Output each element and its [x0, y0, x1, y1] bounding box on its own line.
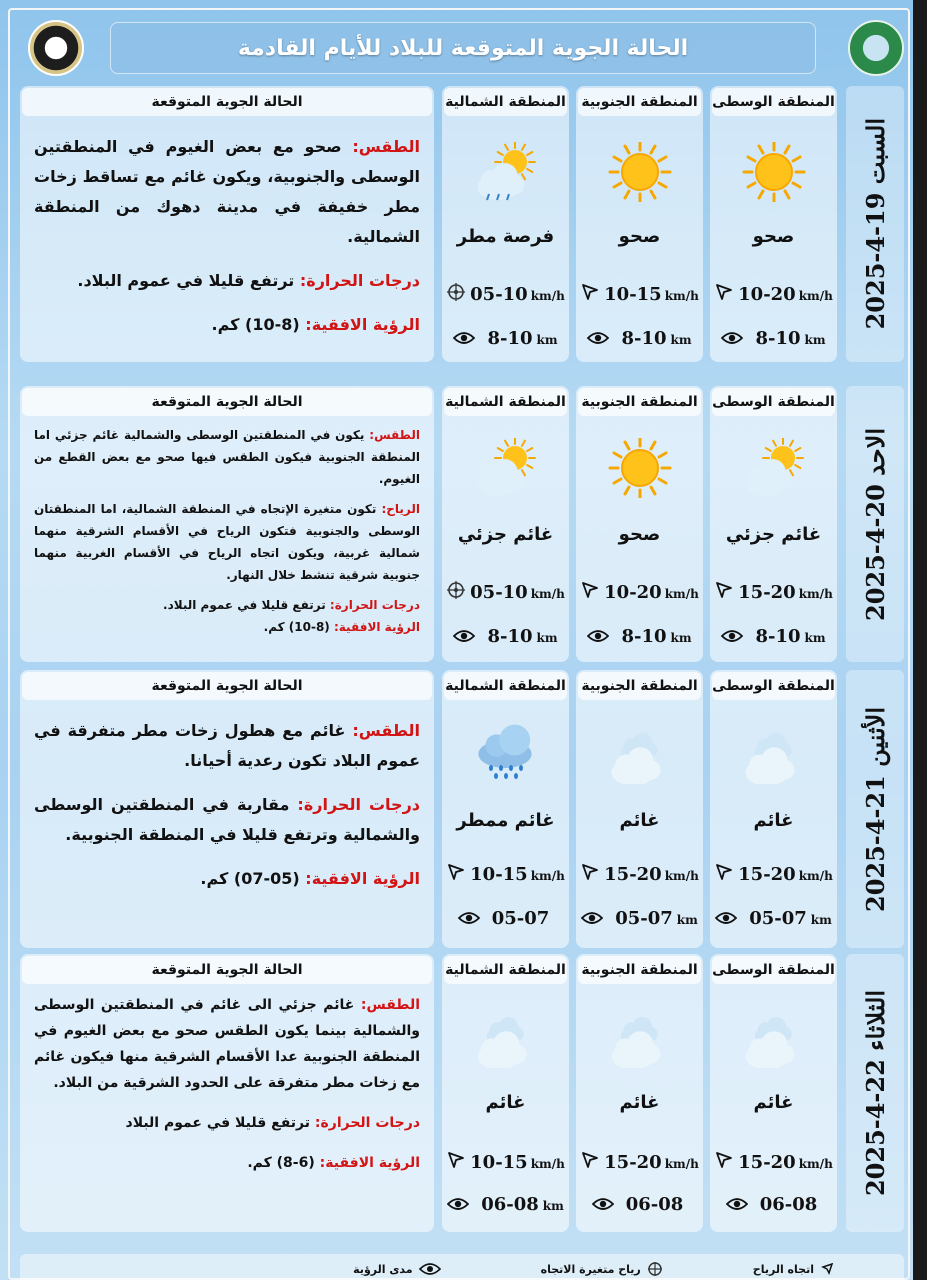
- sun-cloud-icon: [739, 438, 809, 498]
- eye-icon: [726, 1195, 748, 1216]
- wind-speed-unit: km/h: [530, 586, 565, 601]
- arrow-icon: [446, 866, 466, 887]
- sun-icon: [605, 142, 675, 202]
- forecast-temperature-text: مقاربة في المنطقتين الوسطى والشمالية وترتفع قليلا في المنطقة الجنوبية.: [34, 795, 420, 844]
- page-title-text: الحالة الجوية المتوقعة للبلاد للأيام القادمة: [237, 35, 689, 61]
- visibility-unit: km: [542, 1199, 564, 1213]
- wind-speed-value: 05-10: [470, 581, 528, 603]
- weather-condition: غائم: [619, 810, 660, 831]
- rain-cloud-icon: [471, 724, 541, 784]
- eye-icon: [419, 1262, 441, 1276]
- eye-icon: [581, 909, 603, 930]
- wind-speed: [710, 282, 837, 307]
- visibility-value: 8-10: [487, 626, 533, 647]
- forecast-visibility-text: (6-8) كم.: [247, 1155, 315, 1171]
- cloud-icon: [471, 1008, 541, 1068]
- forecast-visibility: [34, 1150, 420, 1176]
- day-date: الثلاثاء 22-4-2025: [860, 989, 890, 1197]
- eye-icon: [592, 1195, 614, 1216]
- region-central: [710, 386, 837, 662]
- forecast-temperature-label: درجات الحرارة:: [299, 271, 420, 290]
- sun-icon: [739, 142, 809, 202]
- legend-wind-direction-label: اتجاه الرياح: [752, 1262, 814, 1276]
- forecast-weather: [34, 424, 420, 490]
- weather-condition: غائم: [619, 1092, 660, 1113]
- arrow-icon: [714, 1154, 734, 1175]
- cloud-icon: [605, 1008, 675, 1068]
- cloud-icon: [739, 1008, 809, 1068]
- visibility-value: 8-10: [621, 626, 667, 647]
- wind-speed: [576, 580, 703, 605]
- forecast-weather-label: الطقس:: [360, 997, 421, 1013]
- forecast-temperature-text: ترتفع قليلا في عموم البلاد: [125, 1115, 311, 1131]
- forecast-visibility: [34, 616, 420, 638]
- right-edge-strip: [913, 0, 927, 1280]
- forecast-temperature-text: ترتفع قليلا في عموم البلاد.: [77, 271, 295, 290]
- visibility-value: 8-10: [621, 328, 667, 349]
- visibility: [442, 328, 569, 350]
- eye-icon: [447, 1195, 469, 1216]
- forecast-body: [20, 702, 434, 894]
- wind-speed-unit: km/h: [798, 868, 833, 883]
- eye-icon: [453, 329, 475, 350]
- forecast-temperature: [34, 594, 420, 616]
- cloud-icon: [605, 724, 675, 784]
- region-central: [710, 670, 837, 948]
- arrow-icon: [820, 1262, 834, 1276]
- forecast-visibility-label: الرؤية الافقية:: [305, 315, 420, 334]
- wind-speed: [576, 862, 703, 887]
- weather-condition: فرصة مطر: [456, 226, 555, 247]
- day-row: [20, 954, 904, 1232]
- visibility-value: 8-10: [755, 626, 801, 647]
- region-title: المنطقة الوسطى: [712, 88, 835, 116]
- region-title: المنطقة الشمالية: [444, 388, 567, 416]
- region-southern: [576, 670, 703, 948]
- region-southern: [576, 954, 703, 1232]
- weather-condition: غائم جزئي: [725, 524, 822, 545]
- forecast-panel: [20, 86, 434, 362]
- wind-speed: [710, 862, 837, 887]
- region-title: المنطقة الشمالية: [444, 956, 567, 984]
- visibility-value: 05-07: [749, 908, 807, 929]
- wind-speed-unit: km/h: [664, 1156, 699, 1171]
- legend-visibility-label: مدى الرؤية: [353, 1262, 413, 1276]
- forecast-weather: [34, 716, 420, 776]
- ministry-logo: [848, 20, 904, 76]
- legend-visibility: [353, 1262, 440, 1276]
- region-southern: [576, 86, 703, 362]
- wind-speed-unit: km/h: [798, 288, 833, 303]
- wind-speed-value: 10-15: [604, 283, 662, 305]
- day-row: [20, 386, 904, 662]
- wind-speed-unit: km/h: [798, 586, 833, 601]
- wind-speed-unit: km/h: [798, 1156, 833, 1171]
- legend-variable-wind: [541, 1261, 663, 1277]
- day-date: الأثنين 21-4-2025: [860, 706, 890, 912]
- sun-icon: [605, 438, 675, 498]
- region-title: المنطقة الوسطى: [712, 388, 835, 416]
- region-southern: [576, 386, 703, 662]
- forecast-body: [20, 986, 434, 1176]
- eye-icon: [453, 627, 475, 648]
- eye-icon: [587, 329, 609, 350]
- meteorology-logo: [28, 20, 84, 76]
- region-title: المنطقة الجنوبية: [578, 388, 701, 416]
- wind-speed-value: 15-20: [604, 1151, 662, 1173]
- region-northern: [442, 670, 569, 948]
- compass-icon: [446, 286, 466, 307]
- wind-speed-unit: km/h: [664, 288, 699, 303]
- visibility: [442, 908, 569, 930]
- day-row: [20, 86, 904, 362]
- weather-condition: غائم جزئي: [457, 524, 554, 545]
- compass-icon: [647, 1261, 663, 1277]
- weather-condition: صحو: [618, 226, 661, 247]
- visibility-value: 05-07: [615, 908, 673, 929]
- arrow-icon: [714, 866, 734, 887]
- visibility-value: 8-10: [487, 328, 533, 349]
- wind-speed-value: 15-20: [738, 581, 796, 603]
- forecast-panel: [20, 670, 434, 948]
- arrow-icon: [580, 866, 600, 887]
- forecast-visibility-label: الرؤية الافقية:: [333, 620, 420, 634]
- day-date: السبت 19-4-2025: [860, 118, 890, 330]
- region-title: المنطقة الجنوبية: [578, 672, 701, 700]
- weather-condition: صحو: [618, 524, 661, 545]
- wind-speed: [442, 1150, 569, 1175]
- forecast-body: [20, 118, 434, 340]
- arrow-icon: [580, 584, 600, 605]
- visibility-value: 05-07: [491, 908, 550, 929]
- forecast-wind-label: الرياح:: [381, 502, 420, 516]
- wind-speed-value: 15-20: [604, 863, 662, 885]
- forecast-body: [20, 418, 434, 638]
- visibility: [710, 328, 837, 350]
- arrow-icon: [714, 286, 734, 307]
- forecast-weather-text: غائم جزئي الى غائم في المنطقتين الوسطى والشمالية بينما يكون الطقس صحو مع بعض الغيوم في المنطقة الجنوبية عدا الأقسام الشرقية منها فيكون غائم مع زخات مطر متفرقة على الحدود الشرقية من البلاد.: [34, 997, 420, 1091]
- region-northern: [442, 954, 569, 1232]
- sun-cloud-rain-icon: [471, 142, 541, 202]
- wind-speed: [442, 282, 569, 307]
- sun-cloud-icon: [471, 438, 541, 498]
- day-date-column: [846, 386, 904, 662]
- forecast-weather-text: صحو مع بعض الغيوم في المنطقتين الوسطى والجنوبية، ويكون غائم مع تساقط زخات مطر خفيفة في مدينة دهوك من المنطقة الشمالية.: [34, 137, 420, 246]
- legend-variable-wind-label: رياح متغيرة الاتجاه: [540, 1262, 641, 1276]
- visibility-value: 06-08: [759, 1194, 818, 1215]
- forecast-temperature: [34, 1110, 420, 1136]
- forecast-panel: [20, 954, 434, 1232]
- forecast-temperature: [34, 266, 420, 296]
- visibility-unit: km: [670, 631, 692, 645]
- visibility-unit: km: [536, 333, 558, 347]
- wind-speed: [442, 862, 569, 887]
- eye-icon: [721, 627, 743, 648]
- forecast-wind-text: تكون متغيرة الإتجاه في المنطقة الشمالية، اما المنطقتان الوسطى والجنوبية فتكون الرياح في الأقسام الشرقية منهما شمالية غربية، ويكون اتجاه الرياح في الأقسام الغربية منهما جنوبية شرقية تنشط خلال النهار.: [34, 502, 420, 582]
- forecast-visibility-text: (8-10) كم.: [263, 620, 330, 634]
- wind-speed-unit: km/h: [530, 1156, 565, 1171]
- forecast-weather-label: الطقس:: [352, 137, 420, 156]
- day-date-column: [846, 954, 904, 1232]
- visibility-unit: km: [676, 913, 698, 927]
- forecast-weather: [34, 992, 420, 1096]
- forecast-visibility-text: (8-10) كم.: [211, 315, 300, 334]
- day-row: [20, 670, 904, 948]
- visibility-unit: km: [804, 333, 826, 347]
- wind-speed-value: 15-20: [738, 863, 796, 885]
- forecast-temperature-label: درجات الحرارة:: [314, 1115, 420, 1131]
- forecast-wind: [34, 498, 420, 586]
- forecast-temperature-label: درجات الحرارة:: [297, 795, 420, 814]
- wind-speed: [710, 580, 837, 605]
- arrow-icon: [580, 1154, 600, 1175]
- forecast-weather-label: الطقس:: [369, 428, 420, 442]
- region-title: المنطقة الجنوبية: [578, 956, 701, 984]
- visibility-unit: km: [810, 913, 832, 927]
- wind-speed: [576, 1150, 703, 1175]
- eye-icon: [715, 909, 737, 930]
- forecast-title: الحالة الجوية المتوقعة: [22, 388, 432, 416]
- eye-icon: [587, 627, 609, 648]
- visibility-unit: km: [804, 631, 826, 645]
- wind-speed-value: 05-10: [470, 283, 528, 305]
- forecast-temperature-label: درجات الحرارة:: [329, 598, 420, 612]
- visibility-unit: km: [536, 631, 558, 645]
- compass-icon: [446, 584, 466, 605]
- weather-condition: غائم: [753, 810, 794, 831]
- visibility-unit: km: [670, 333, 692, 347]
- weather-condition: غائم: [753, 1092, 794, 1113]
- wind-speed-value: 10-15: [470, 1151, 528, 1173]
- visibility: [710, 626, 837, 648]
- visibility: [710, 1194, 837, 1216]
- wind-speed-unit: km/h: [530, 868, 565, 883]
- region-central: [710, 954, 837, 1232]
- eye-icon: [458, 909, 480, 930]
- day-date: الاحد 20-4-2025: [860, 427, 890, 621]
- visibility: [442, 1194, 569, 1216]
- wind-speed-value: 15-20: [738, 1151, 796, 1173]
- arrow-icon: [446, 1154, 466, 1175]
- eye-icon: [721, 329, 743, 350]
- wind-speed-unit: km/h: [664, 868, 699, 883]
- visibility: [442, 626, 569, 648]
- forecast-visibility-label: الرؤية الافقية:: [305, 869, 420, 888]
- region-northern: [442, 86, 569, 362]
- forecast-weather-text: غائم مع هطول زخات مطر متفرقة في عموم البلاد تكون رعدية أحيانا.: [34, 721, 420, 770]
- visibility-value: 06-08: [625, 1194, 684, 1215]
- wind-speed: [710, 1150, 837, 1175]
- wind-speed-unit: km/h: [664, 586, 699, 601]
- visibility: [576, 328, 703, 350]
- day-date-column: [846, 670, 904, 948]
- wind-speed-value: 10-15: [470, 863, 528, 885]
- day-date-column: [846, 86, 904, 362]
- forecast-visibility: [34, 864, 420, 894]
- forecast-title: الحالة الجوية المتوقعة: [22, 956, 432, 984]
- visibility-value: 8-10: [755, 328, 801, 349]
- page-title: [110, 22, 816, 74]
- legend-wind-direction: [753, 1262, 834, 1276]
- wind-speed: [442, 580, 569, 605]
- region-title: المنطقة الشمالية: [444, 672, 567, 700]
- forecast-weather: [34, 132, 420, 252]
- wind-speed: [576, 282, 703, 307]
- visibility: [576, 1194, 703, 1216]
- visibility: [576, 626, 703, 648]
- region-title: المنطقة الجنوبية: [578, 88, 701, 116]
- forecast-panel: [20, 386, 434, 662]
- region-title: المنطقة الشمالية: [444, 88, 567, 116]
- region-title: المنطقة الوسطى: [712, 672, 835, 700]
- weather-condition: غائم ممطر: [456, 810, 555, 831]
- forecast-temperature-text: ترتفع قليلا في عموم البلاد.: [163, 598, 326, 612]
- weather-condition: صحو: [752, 226, 795, 247]
- wind-speed-unit: km/h: [530, 288, 565, 303]
- region-central: [710, 86, 837, 362]
- forecast-visibility: [34, 310, 420, 340]
- visibility-value: 06-08: [481, 1194, 539, 1215]
- wind-speed-value: 10-20: [604, 581, 662, 603]
- forecast-weather-label: الطقس:: [352, 721, 420, 740]
- arrow-icon: [714, 584, 734, 605]
- forecast-visibility-text: (05-07) كم.: [200, 869, 300, 888]
- visibility: [710, 908, 837, 930]
- region-title: المنطقة الوسطى: [712, 956, 835, 984]
- cloud-icon: [739, 724, 809, 784]
- wind-speed-value: 10-20: [738, 283, 796, 305]
- forecast-visibility-label: الرؤية الافقية:: [319, 1155, 420, 1171]
- forecast-weather-text: يكون في المنطقتين الوسطى والشمالية غائم جزئي اما المنطقة الجنوبية فيكون الطقس فيها صحو مع بعض القطع من الغيوم.: [34, 428, 420, 486]
- legend: [20, 1254, 904, 1280]
- forecast-temperature: [34, 790, 420, 850]
- weather-condition: غائم: [485, 1092, 526, 1113]
- forecast-title: الحالة الجوية المتوقعة: [22, 88, 432, 116]
- forecast-title: الحالة الجوية المتوقعة: [22, 672, 432, 700]
- region-northern: [442, 386, 569, 662]
- arrow-icon: [580, 286, 600, 307]
- visibility: [576, 908, 703, 930]
